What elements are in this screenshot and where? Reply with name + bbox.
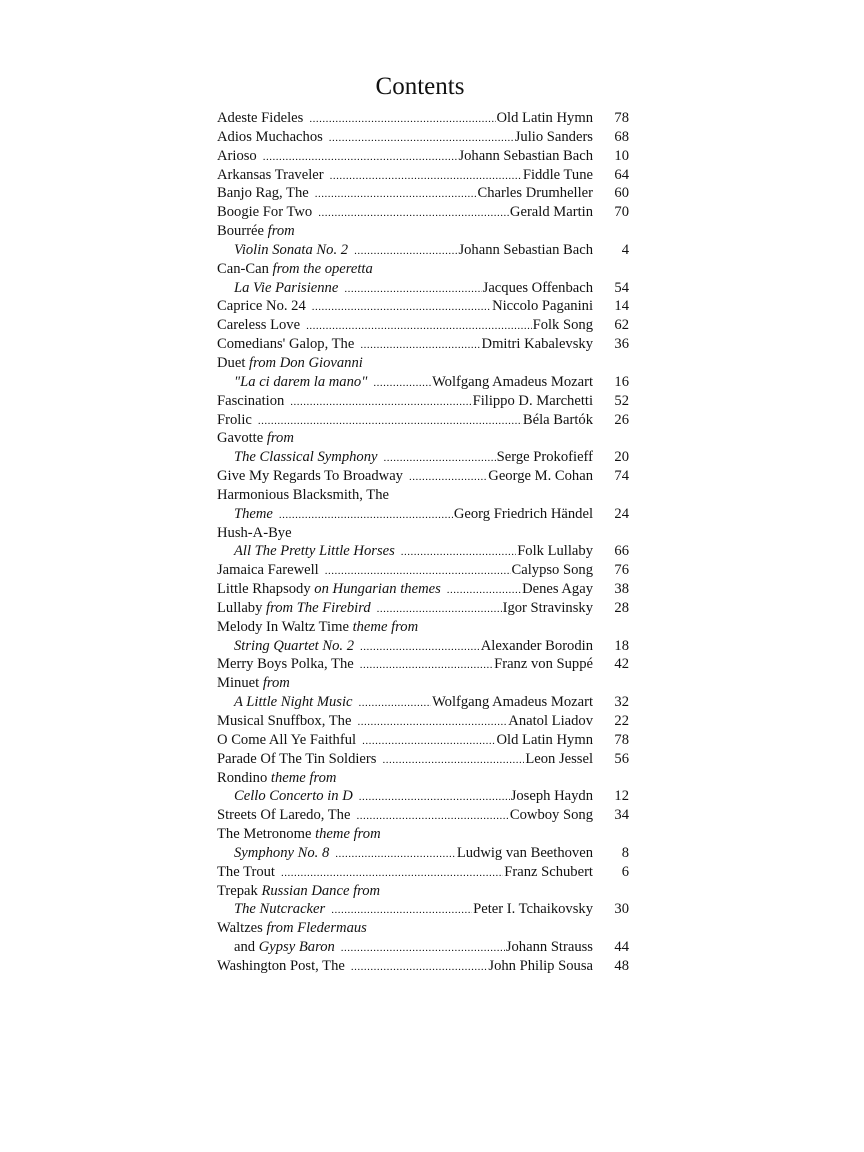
entry-continuation [217, 844, 329, 863]
leader-dots [401, 543, 516, 562]
entry-composer: Igor Stravinsky [502, 599, 593, 616]
leader-dots [279, 506, 453, 525]
entry-title-subtitle: theme from [348, 618, 419, 635]
entry-continuation-italic: Cello Concerto in D [234, 788, 353, 805]
entry-continuation-italic: La Vie Parisienne [234, 279, 339, 296]
entry-title [217, 580, 441, 599]
entry-title [217, 731, 356, 750]
leader-dots [330, 167, 522, 186]
entry-title [217, 411, 252, 430]
entry-page-number: 60 [614, 185, 629, 202]
leader-dots [359, 788, 510, 807]
entry-continuation-prefix: and [234, 939, 259, 956]
entry-title-text: Caprice No. 24 [217, 298, 306, 315]
entry-composer: Cowboy Song [509, 807, 593, 824]
entry-title [217, 618, 418, 637]
entry-title [217, 222, 295, 241]
entry-composer: George M. Cohan [488, 468, 593, 485]
entry-title [217, 825, 381, 844]
entry-title-text: Bourrée [217, 223, 265, 240]
leader-dots [315, 185, 477, 204]
entry-title-text: Banjo Rag, The [217, 185, 309, 202]
entry-composer: Jacques Offenbach [482, 279, 593, 296]
entry-page-number: 16 [614, 373, 629, 390]
leader-dots [331, 901, 472, 920]
toc-entry[interactable] [217, 184, 629, 203]
entry-composer: Dmitri Kabalevsky [481, 336, 593, 353]
entry-title-text: Parade Of The Tin Soldiers [217, 750, 377, 767]
toc-entry[interactable] [217, 957, 629, 976]
toc-entry[interactable] [217, 844, 629, 863]
entry-title-text: Rondino [217, 769, 268, 786]
entry-composer: Charles Drumheller [477, 185, 593, 202]
entry-page-number: 34 [614, 807, 629, 824]
entry-page-number: 76 [614, 562, 629, 579]
entry-composer: Serge Prokofieff [496, 449, 593, 466]
entry-composer: Johann Strauss [505, 939, 593, 956]
entry-title-subtitle: from The Firebird [262, 599, 371, 616]
toc-entry[interactable] [217, 637, 629, 656]
entry-title [217, 429, 294, 448]
leader-dots [356, 807, 508, 826]
entry-title-text: Comedians' Galop, The [217, 336, 355, 353]
leader-dots [360, 336, 480, 355]
entry-composer: Old Latin Hymn [496, 731, 593, 748]
leader-dots [318, 204, 509, 223]
entry-page-number: 48 [614, 957, 629, 974]
entry-composer: Franz Schubert [504, 863, 593, 880]
entry-composer: Folk Song [532, 317, 593, 334]
entry-composer: Joseph Haydn [510, 788, 593, 805]
toc-entry-heading[interactable] [217, 618, 629, 637]
toc-entry[interactable] [217, 109, 629, 128]
entry-title-text: Give My Regards To Broadway [217, 468, 403, 485]
entry-title-text: Harmonious Blacksmith, The [217, 486, 389, 503]
entry-title-text: Frolic [217, 411, 252, 428]
leader-dots [447, 581, 521, 600]
entry-page-number: 6 [621, 863, 629, 880]
entry-title [217, 863, 275, 882]
entry-title [217, 297, 306, 316]
toc-entry-heading[interactable] [217, 524, 629, 543]
entry-page-number: 42 [614, 656, 629, 673]
leader-dots [354, 242, 457, 261]
entry-continuation [217, 900, 325, 919]
entry-page-number: 8 [621, 844, 629, 861]
entry-page-number: 32 [614, 694, 629, 711]
entry-page-number: 52 [614, 392, 629, 409]
leader-dots [329, 129, 514, 148]
entry-continuation [217, 505, 273, 524]
entry-continuation-italic: Violin Sonata No. 2 [234, 241, 349, 258]
entry-page-number: 10 [614, 147, 629, 164]
entry-title-subtitle: from Don Giovanni [245, 354, 363, 371]
entry-title [217, 561, 319, 580]
leader-dots [384, 449, 496, 468]
leader-dots [409, 468, 487, 487]
entry-title [217, 166, 324, 185]
toc-entry[interactable] [217, 542, 629, 561]
entry-page-number: 20 [614, 449, 629, 466]
entry-title-text: Trepak [217, 882, 258, 899]
entry-composer: Wolfgang Amadeus Mozart [432, 373, 593, 390]
entry-title [217, 655, 354, 674]
entry-composer: Filippo D. Marchetti [472, 392, 593, 409]
entry-title [217, 712, 351, 731]
toc-entry[interactable] [217, 655, 629, 674]
toc-entry-heading[interactable] [217, 825, 629, 844]
entry-title [217, 467, 403, 486]
entry-page-number: 30 [614, 901, 629, 918]
toc-entry-heading[interactable] [217, 222, 629, 241]
entry-title-text: Jamaica Farewell [217, 562, 319, 579]
entry-title [217, 335, 354, 354]
entry-title [217, 674, 290, 693]
toc-entry[interactable] [217, 561, 629, 580]
entry-title-text: Adeste Fideles [217, 110, 304, 126]
leader-dots [351, 958, 488, 977]
entry-composer: Old Latin Hymn [496, 110, 593, 126]
entry-title [217, 354, 363, 373]
toc-entry[interactable] [217, 731, 629, 750]
entry-title-text: Duet [217, 354, 246, 371]
entry-composer: Fiddle Tune [522, 166, 593, 183]
entry-composer: Niccolo Paganini [492, 298, 593, 315]
entry-continuation-italic: All The Pretty Little Horses [234, 543, 395, 560]
entry-continuation-italic: The Classical Symphony [234, 449, 378, 466]
entry-title-text: Merry Boys Polka, The [217, 656, 354, 673]
toc-entry[interactable] [217, 335, 629, 354]
entry-page-number: 64 [614, 166, 629, 183]
entry-composer: Calypso Song [511, 562, 593, 579]
toc-entry[interactable] [217, 787, 629, 806]
entry-title-text: Musical Snuffbox, The [217, 713, 352, 729]
entry-title [217, 919, 367, 938]
toc-entry[interactable] [217, 297, 629, 316]
entry-continuation [217, 241, 348, 260]
entry-title-text: Gavotte [217, 430, 264, 447]
entry-page-number: 56 [614, 750, 629, 767]
entry-title-text: Can-Can [217, 260, 269, 277]
leader-dots [258, 412, 522, 431]
toc-entry[interactable] [217, 128, 629, 147]
toc-entry[interactable] [217, 900, 629, 919]
leader-dots [335, 845, 456, 864]
entry-page-number: 68 [614, 128, 629, 145]
toc-entry[interactable] [217, 693, 629, 712]
toc-entry[interactable] [217, 750, 629, 769]
entry-title-text: Little Rhapsody [217, 581, 311, 598]
entry-page-number: 62 [614, 317, 629, 334]
toc-entry[interactable] [217, 712, 629, 731]
leader-dots [359, 694, 432, 713]
leader-dots [325, 562, 511, 581]
entry-continuation [217, 637, 354, 656]
entry-title [217, 184, 309, 203]
toc-entry[interactable] [217, 166, 629, 185]
entry-title-text: Washington Post, The [217, 957, 345, 974]
entry-continuation-italic: A Little Night Music [234, 694, 353, 711]
entry-continuation [217, 448, 378, 467]
entry-page-number: 14 [614, 298, 629, 315]
entry-title-text: O Come All Ye Faithful [217, 731, 357, 748]
entry-page-number: 66 [614, 543, 629, 560]
leader-dots [341, 939, 505, 958]
toc-entry[interactable] [217, 279, 629, 298]
entry-continuation [217, 542, 395, 561]
entry-title-text: Fascination [217, 392, 285, 409]
entry-composer: Georg Friedrich Händel [453, 505, 593, 522]
entry-title [217, 147, 257, 166]
entry-title [217, 260, 373, 279]
entry-title [217, 392, 284, 411]
entry-composer: Gerald Martin [509, 204, 593, 221]
entry-page-number: 36 [614, 336, 629, 353]
leader-dots [377, 600, 502, 619]
entry-page-number: 78 [614, 110, 629, 126]
toc-entry[interactable] [217, 241, 629, 260]
entry-title [217, 203, 312, 222]
entry-title-text: Lullaby [217, 599, 263, 616]
entry-title-text: Careless Love [217, 317, 301, 334]
entry-composer: Wolfgang Amadeus Mozart [432, 694, 593, 711]
entry-title-subtitle: Russian Dance from [257, 882, 381, 899]
entry-title-subtitle: theme from [267, 769, 337, 786]
toc-entry-heading[interactable] [217, 919, 629, 938]
leader-dots [362, 732, 495, 751]
entry-continuation [217, 693, 353, 712]
entry-composer: Alexander Borodin [480, 637, 593, 654]
entry-title [217, 524, 292, 543]
table-of-contents [217, 109, 629, 976]
entry-title [217, 769, 336, 788]
entry-page-number: 38 [614, 581, 629, 598]
toc-entry[interactable] [217, 373, 629, 392]
toc-entry-heading[interactable] [217, 486, 629, 505]
toc-entry[interactable] [217, 316, 629, 335]
entry-title-text: The Metronome [217, 826, 312, 843]
entry-composer: Folk Lullaby [517, 543, 593, 560]
entry-page-number: 74 [614, 468, 629, 485]
leader-dots [306, 317, 532, 336]
leader-dots [281, 864, 503, 883]
page-title: Contents [375, 73, 465, 100]
entry-page-number: 78 [614, 731, 629, 748]
entry-page-number: 28 [614, 599, 629, 616]
toc-entry[interactable] [217, 580, 629, 599]
entry-title-subtitle: theme from [311, 826, 381, 843]
leader-dots [344, 280, 481, 299]
entry-continuation [217, 279, 338, 298]
toc-entry-heading[interactable] [217, 882, 629, 901]
toc-entry[interactable] [217, 147, 629, 166]
entry-composer: John Philip Sousa [488, 957, 593, 974]
entry-title-text: Arkansas Traveler [217, 166, 324, 183]
leader-dots [263, 148, 458, 167]
entry-title [217, 128, 323, 147]
entry-composer: Béla Bartók [522, 411, 593, 428]
entry-page-number: 4 [621, 241, 629, 258]
toc-entry[interactable] [217, 938, 629, 957]
toc-entry[interactable] [217, 467, 629, 486]
entry-title [217, 806, 350, 825]
entry-title-subtitle: on Hungarian themes [310, 581, 441, 598]
entry-page-number: 54 [614, 279, 629, 296]
toc-entry-heading[interactable] [217, 260, 629, 279]
entry-composer: Johann Sebastian Bach [458, 241, 593, 258]
toc-entry[interactable] [217, 505, 629, 524]
entry-title-text: Arioso [217, 147, 257, 164]
toc-entry-heading[interactable] [217, 429, 629, 448]
entry-continuation [217, 787, 353, 806]
entry-page-number: 24 [614, 505, 629, 522]
entry-title-text: Streets Of Laredo, The [217, 807, 351, 824]
entry-composer: Julio Sanders [514, 128, 593, 145]
entry-title [217, 750, 376, 769]
entry-page-number: 70 [614, 204, 629, 221]
toc-entry-heading[interactable] [217, 674, 629, 693]
leader-dots [360, 656, 493, 675]
entry-continuation-italic: String Quartet No. 2 [234, 637, 354, 654]
entry-composer: Leon Jessel [525, 750, 593, 767]
entry-title-text: Waltzes [217, 920, 263, 937]
entry-composer: Anatol Liadov [508, 713, 593, 729]
entry-title-text: The Trout [217, 863, 275, 880]
entry-title-subtitle: from [259, 675, 290, 692]
entry-title-subtitle: from [264, 223, 295, 240]
entry-title-text: Melody In Waltz Time [217, 618, 349, 635]
toc-entry[interactable] [217, 806, 629, 825]
entry-continuation [217, 373, 367, 392]
entry-title [217, 882, 380, 901]
toc-entry[interactable] [217, 599, 629, 618]
entry-page-number: 44 [614, 939, 629, 956]
toc-entry-heading[interactable] [217, 769, 629, 788]
toc-entry-heading[interactable] [217, 354, 629, 373]
leader-dots [382, 751, 524, 770]
entry-title-subtitle: from the operetta [268, 260, 373, 277]
entry-continuation-italic: Gypsy Baron [258, 939, 335, 956]
entry-title-subtitle: from [263, 430, 294, 447]
entry-title-text: Boogie For Two [217, 204, 313, 221]
entry-title [217, 486, 389, 505]
entry-continuation [217, 938, 335, 957]
entry-title [217, 599, 371, 618]
entry-continuation-italic: The Nutcracker [234, 901, 326, 918]
entry-composer: Denes Agay [522, 581, 593, 598]
leader-dots [357, 713, 507, 732]
toc-entry[interactable] [217, 863, 629, 882]
entry-title-text: Adios Muchachos [217, 128, 323, 145]
toc-entry[interactable] [217, 411, 629, 430]
entry-page-number: 18 [614, 637, 629, 654]
entry-title-subtitle: from Fledermaus [262, 920, 367, 937]
toc-entry[interactable] [217, 203, 629, 222]
leader-dots [312, 298, 491, 317]
entry-composer: Ludwig van Beethoven [456, 844, 593, 861]
entry-page-number: 12 [614, 788, 629, 805]
leader-dots [373, 374, 431, 393]
entry-continuation-italic: Symphony No. 8 [234, 844, 330, 861]
entry-composer: Peter I. Tchaikovsky [473, 901, 593, 918]
entry-title-text: Minuet [217, 675, 260, 692]
entry-title-text: Hush-A-Bye [217, 524, 292, 541]
entry-page-number: 26 [614, 411, 629, 428]
leader-dots [309, 110, 495, 129]
entry-page-number: 22 [614, 713, 629, 729]
toc-entry[interactable] [217, 392, 629, 411]
entry-composer: Johann Sebastian Bach [458, 147, 593, 164]
entry-composer: Franz von Suppé [494, 656, 593, 673]
leader-dots [360, 638, 480, 657]
toc-entry[interactable] [217, 448, 629, 467]
entry-title [217, 957, 345, 976]
entry-title [217, 109, 303, 128]
entry-continuation-italic: Theme [234, 505, 273, 522]
leader-dots [290, 393, 471, 412]
entry-title [217, 316, 300, 335]
entry-continuation-italic: "La ci darem la mano" [234, 373, 368, 390]
